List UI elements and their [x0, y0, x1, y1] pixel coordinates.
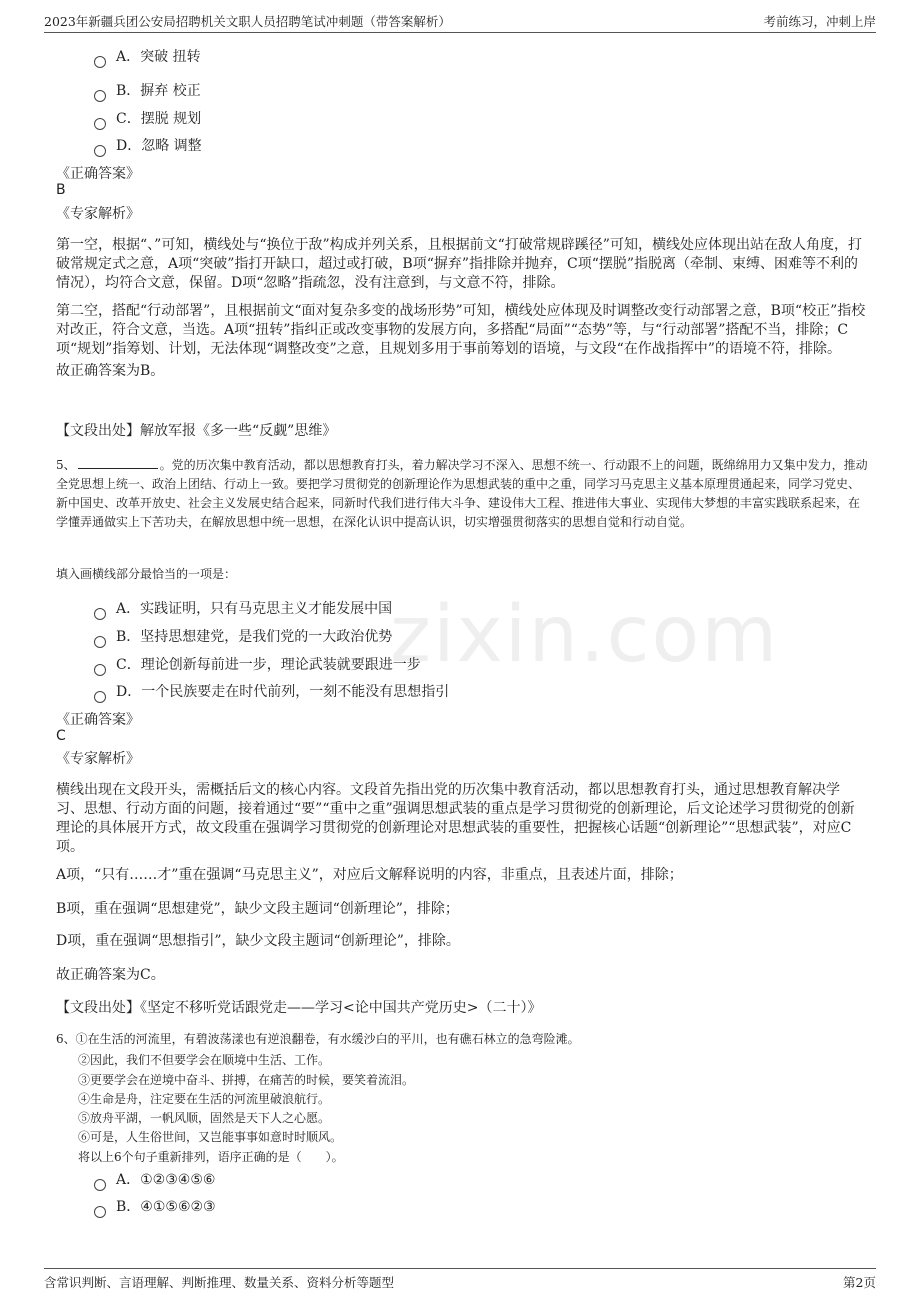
source: 【文段出处】《坚定不移听党话跟党走——学习<论中国共产党历史>（二十）》: [56, 1000, 542, 1016]
radio-icon[interactable]: [94, 608, 106, 620]
question-6-stem: [56, 1030, 868, 1049]
header-title: 2023年新疆兵团公安局招聘机关文职人员招聘笔试冲刺题（带答案解析）: [44, 14, 451, 29]
sentence-6: ⑥可是，人生俗世间，又岂能事事如意时时顺风。: [78, 1130, 343, 1144]
analysis-paragraph: 第二空，搭配“行动部署”，且根据前文“面对复杂多变的战场形势”可知，横线处应体现及时调整改变行动部署之意，B项“校正”指校对改正，符合文意，当选。A项“扭转”指纠正或改变事物的发展方向，多搭配“局面”“态势”等，与“行动部署”搭配不当，排除；C项“规划”指筹划、计划，无法体现“调整改变”之意，且规划多用于事前筹划的语境，与文段“在作战指挥中”的语境不符，排除。: [56, 303, 866, 357]
analysis-paragraph: 横线出现在文段开头，需概括后文的核心内容。文段首先指出党的历次集中教育活动，都以思想教育打头，通过思想教育解决学习、思想、行动方面的问题，接着通过“要”“重中之重”强调思想武装的重点是学习贯彻党的创新理论，后文论述学习贯彻党的创新理论的具体展开方式，故文段重在强调学习贯彻党的创新理论对思想武装的重要性，把握核心话题“创新理论”“思想武装”，对应C项。: [56, 782, 855, 855]
radio-icon[interactable]: [94, 636, 106, 648]
q5-option-d[interactable]: D．一个民族要走在时代前列，一刻不能没有思想指引: [94, 681, 449, 701]
question-prompt: 将以上6个句子重新排列，语序正确的是（ ）。: [78, 1150, 344, 1164]
answer-value: C: [56, 728, 66, 744]
question-text: 。党的历次集中教育活动，都以思想教育打头，着力解决学习不深入、思想不统一、行动跟不上的问题，既绵绵用力又集中发力，推动全党思想上统一、政治上团结、行动上一致。要把学习贯彻党的创新理论作为思想武装的重中之重，同学习马克思主义基本原理贯通起来，同学习党史、新中国史、改革开放史、社会主义发展史结合起来，同新时代我们进行伟大斗争、建设伟大工程、推进伟大事业、实现伟大梦想的丰富实践联系起来，在学懂弄通做实上下苦功夫，在解放思想中统一思想，在深化认识中提高认识，切实增强贯彻落实的思想自觉和行动自觉。: [56, 458, 868, 529]
q5-option-a[interactable]: A．实践证明，只有马克思主义才能发展中国: [94, 598, 392, 618]
radio-icon[interactable]: [94, 1179, 106, 1191]
q6-option-a[interactable]: A．①②③④⑤⑥: [94, 1169, 215, 1189]
sentence-3: ③更要学会在逆境中奋斗、拼搏，在痛苦的时候，要笑着流泪。: [78, 1073, 415, 1087]
conclusion: 故正确答案为C。: [56, 967, 165, 983]
answer-label: 《正确答案》: [56, 166, 140, 182]
analysis-paragraph: A项，“只有……才”重在强调“马克思主义”，对应后文解释说明的内容，非重点，且表述片面，排除；: [56, 867, 683, 883]
sentence-1: ①在生活的河流里，有碧波荡漾也有逆浪翻卷，有水缓沙白的平川，也有礁石林立的急弯险滩。: [75, 1032, 580, 1046]
radio-icon[interactable]: [94, 691, 106, 703]
q4-option-c[interactable]: C．摆脱 规划: [94, 108, 201, 128]
radio-icon[interactable]: [94, 664, 106, 676]
watermark-logo: zixin.com: [390, 590, 780, 680]
answer-value: B: [56, 182, 66, 198]
fill-blank: [78, 458, 158, 469]
q5-option-b[interactable]: B．坚持思想建党，是我们党的一大政治优势: [94, 626, 392, 646]
radio-icon[interactable]: [94, 90, 106, 102]
page-number: 第2页: [843, 1275, 876, 1290]
page-header: [44, 10, 876, 33]
analysis-label: 《专家解析》: [56, 206, 140, 222]
answer-label: 《正确答案》: [56, 712, 140, 728]
q4-option-b[interactable]: B．摒弃 校正: [94, 80, 201, 100]
analysis-paragraph: B项，重在强调“思想建党”，缺少文段主题词“创新理论”，排除；: [56, 901, 459, 917]
question-number: 5、: [56, 458, 76, 472]
question-number: 6、: [56, 1032, 76, 1046]
radio-icon[interactable]: [94, 118, 106, 130]
q6-option-b[interactable]: B．④①⑤⑥②③: [94, 1196, 216, 1216]
footer-topics: 含常识判断、言语理解、判断推理、数量关系、资料分析等题型: [44, 1275, 395, 1290]
q4-option-a[interactable]: A．突破 扭转: [94, 46, 201, 66]
conclusion: 故正确答案为B。: [56, 363, 165, 379]
question-prompt: 填入画横线部分最恰当的一项是：: [56, 567, 237, 581]
radio-icon[interactable]: [94, 145, 106, 157]
sentence-5: ⑤放舟平湖，一帆风顺，固然是天下人之心愿。: [78, 1111, 331, 1125]
analysis-paragraph: 第一空，根据“、”可知，横线处与“换位于敌”构成并列关系，且根据前文“打破常规辟蹊径”可知，横线处应体现出站在敌人角度，打破常规定式之意，A项“突破”指打开缺口，超过或打破，B项“摒弃”指排除并抛弃，C项“摆脱”指脱离（牵制、束缚、困难等不利的情况），均符合文意，保留。D项“忽略”指疏忽，没有注意到，与文意不符，排除。: [56, 237, 862, 291]
analysis-label: 《专家解析》: [56, 751, 140, 767]
header-slogan: 考前练习，冲刺上岸: [763, 14, 876, 29]
sentence-2: ②因此，我们不但要学会在顺境中生活、工作。: [78, 1053, 331, 1067]
radio-icon[interactable]: [94, 56, 106, 68]
radio-icon[interactable]: [94, 1206, 106, 1218]
sentence-4: ④生命是舟，注定要在生活的河流里破浪航行。: [78, 1092, 331, 1106]
analysis-paragraph: D项，重在强调“思想指引”，缺少文段主题词“创新理论”，排除。: [56, 933, 460, 949]
q4-option-d[interactable]: D．忽略 调整: [94, 135, 202, 155]
q5-option-c[interactable]: C．理论创新每前进一步，理论武装就要跟进一步: [94, 654, 421, 674]
source: 【文段出处】解放军报《多一些“反觑”思维》: [56, 423, 337, 439]
question-5-stem: [56, 456, 868, 532]
page-footer: [44, 1268, 876, 1291]
